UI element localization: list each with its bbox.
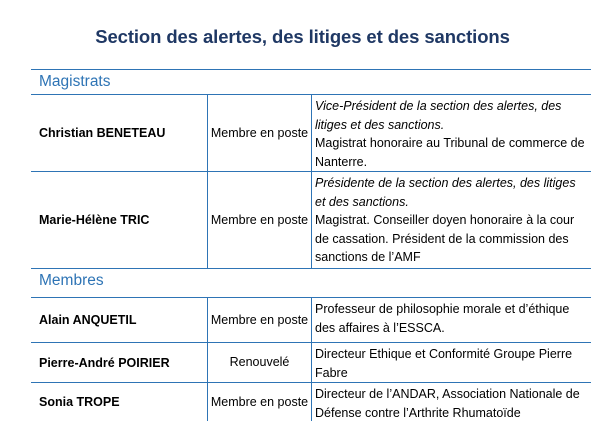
member-name: Christian BENETEAU xyxy=(31,95,208,171)
member-description: Directeur de l’ANDAR, Association Nationale de Défense contre l’Arthrite Rhumatoïde xyxy=(315,387,580,420)
member-status: Membre en poste xyxy=(208,95,312,171)
table-row xyxy=(31,383,591,421)
table-row xyxy=(31,172,591,268)
table-row xyxy=(31,95,591,172)
member-description-cell xyxy=(311,343,591,382)
member-description: Magistrat. Conseiller doyen honoraire à la cour de cassation. Président de la commission des sanctions de l’AMF xyxy=(315,213,575,264)
member-name: Sonia TROPE xyxy=(31,383,208,421)
table-row xyxy=(31,298,591,343)
section-header-membres xyxy=(31,268,591,298)
member-description-cell xyxy=(311,95,591,171)
member-name: Marie-Hélène TRIC xyxy=(31,172,208,268)
member-description: Professeur de philosophie morale et d’éthique des affaires à l’ESSCA. xyxy=(315,302,570,335)
member-status: Membre en poste xyxy=(208,383,312,421)
member-name: Alain ANQUETIL xyxy=(31,298,208,342)
member-description-cell xyxy=(311,172,591,268)
member-status: Membre en poste xyxy=(208,172,312,268)
member-role: Présidente de la section des alertes, des litiges et des sanctions. xyxy=(315,176,576,209)
member-description: Directeur Ethique et Conformité Groupe Pierre Fabre xyxy=(315,347,573,380)
section-header-magistrats xyxy=(31,69,591,95)
member-status: Renouvelé xyxy=(208,343,312,382)
member-role: Vice-Président de la section des alertes, des litiges et des sanctions. xyxy=(315,99,562,132)
member-description-cell xyxy=(311,298,591,342)
member-status: Membre en poste xyxy=(208,298,312,342)
section-label: Membres xyxy=(39,272,104,289)
member-description-cell xyxy=(311,383,591,421)
member-description: Magistrat honoraire au Tribunal de commerce de Nanterre. xyxy=(315,136,585,169)
page-title: Section des alertes, des litiges et des sanctions xyxy=(95,26,510,47)
member-name: Pierre-André POIRIER xyxy=(31,343,208,382)
table-row xyxy=(31,343,591,383)
section-label: Magistrats xyxy=(39,73,111,90)
